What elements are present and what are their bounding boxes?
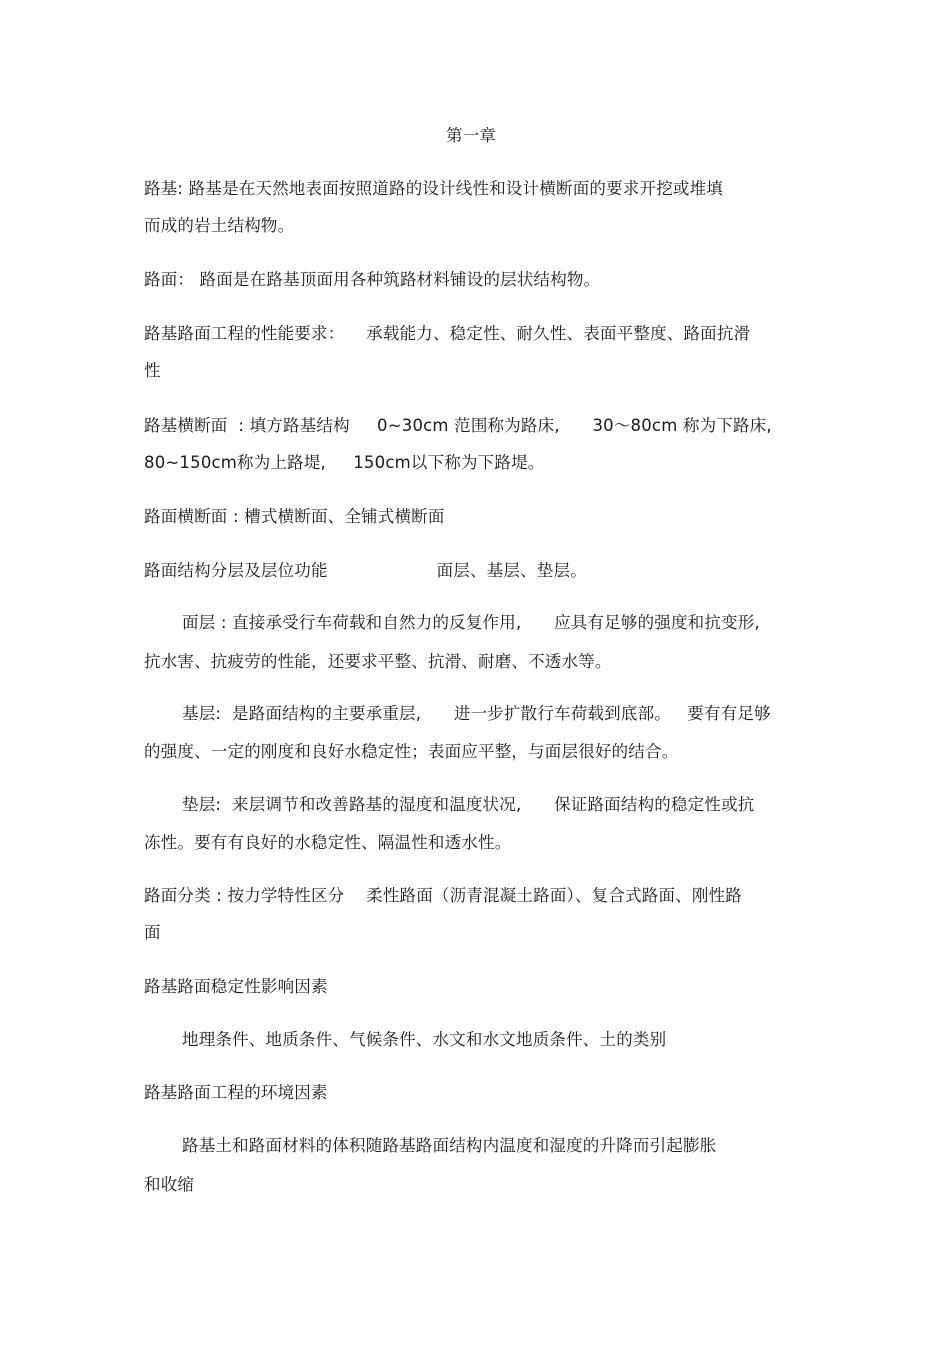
text-line: 垫层: 来层调节和改善路基的湿度和温度状况, 保证路面结构的稳定性或抗	[182, 795, 755, 814]
text-line: 路面结构分层及层位功能 面层、基层、垫层。	[144, 561, 587, 580]
text-line: 面	[144, 923, 161, 942]
text-line: 面层 : 直接承受行车荷载和自然力的反复作用, 应具有足够的强度和抗变形,	[182, 613, 760, 632]
text-line: 路基: 路基是在天然地表面按照道路的设计线性和设计横断面的要求开挖或堆填	[144, 179, 724, 198]
text-line: 路基横断面 : 填方路基结构 0~30cm 范围称为路床, 30～80cm 称为下路床,	[144, 416, 772, 435]
text-line: 路面： 路面是在路基顶面用各种筑路材料铺设的层状结构物。	[144, 270, 601, 289]
text-line: 地理条件、地质条件、气候条件、水文和水文地质条件、土的类别	[182, 1030, 667, 1049]
text-line: 基层: 是路面结构的主要承重层, 进一步扩散行车荷载到底部。 要有有足够	[182, 704, 771, 723]
text-line: 和收缩	[144, 1175, 195, 1194]
text-line: 路基路面稳定性影响因素	[144, 977, 328, 996]
text-line: 的强度、一定的刚度和良好水稳定性；表面应平整，与面层很好的结合。	[144, 742, 679, 761]
text-line: 80~150cm称为上路堤, 150cm以下称为下路堤。	[144, 453, 545, 472]
chapter-title: 第一章	[446, 126, 497, 145]
text-line: 而成的岩土结构物。	[144, 216, 295, 235]
text-line: 路基路面工程的性能要求： 承载能力、稳定性、耐久性、表面平整度、路面抗滑	[144, 324, 751, 343]
text-line: 抗水害、抗疲劳的性能，还要求平整、抗滑、耐磨、不透水等。	[144, 652, 612, 671]
text-line: 性	[144, 361, 161, 380]
text-line: 路基土和路面材料的体积随路基路面结构内温度和湿度的升降而引起膨胀	[182, 1136, 717, 1155]
text-line: 路面横断面 : 槽式横断面、全铺式横断面	[144, 507, 445, 526]
text-line: 路面分类 : 按力学特性区分 柔性路面（沥青混凝土路面）、复合式路面、刚性路	[144, 886, 742, 905]
text-line: 路基路面工程的环境因素	[144, 1083, 328, 1102]
text-line: 冻性。要有有良好的水稳定性、隔温性和透水性。	[144, 833, 512, 852]
